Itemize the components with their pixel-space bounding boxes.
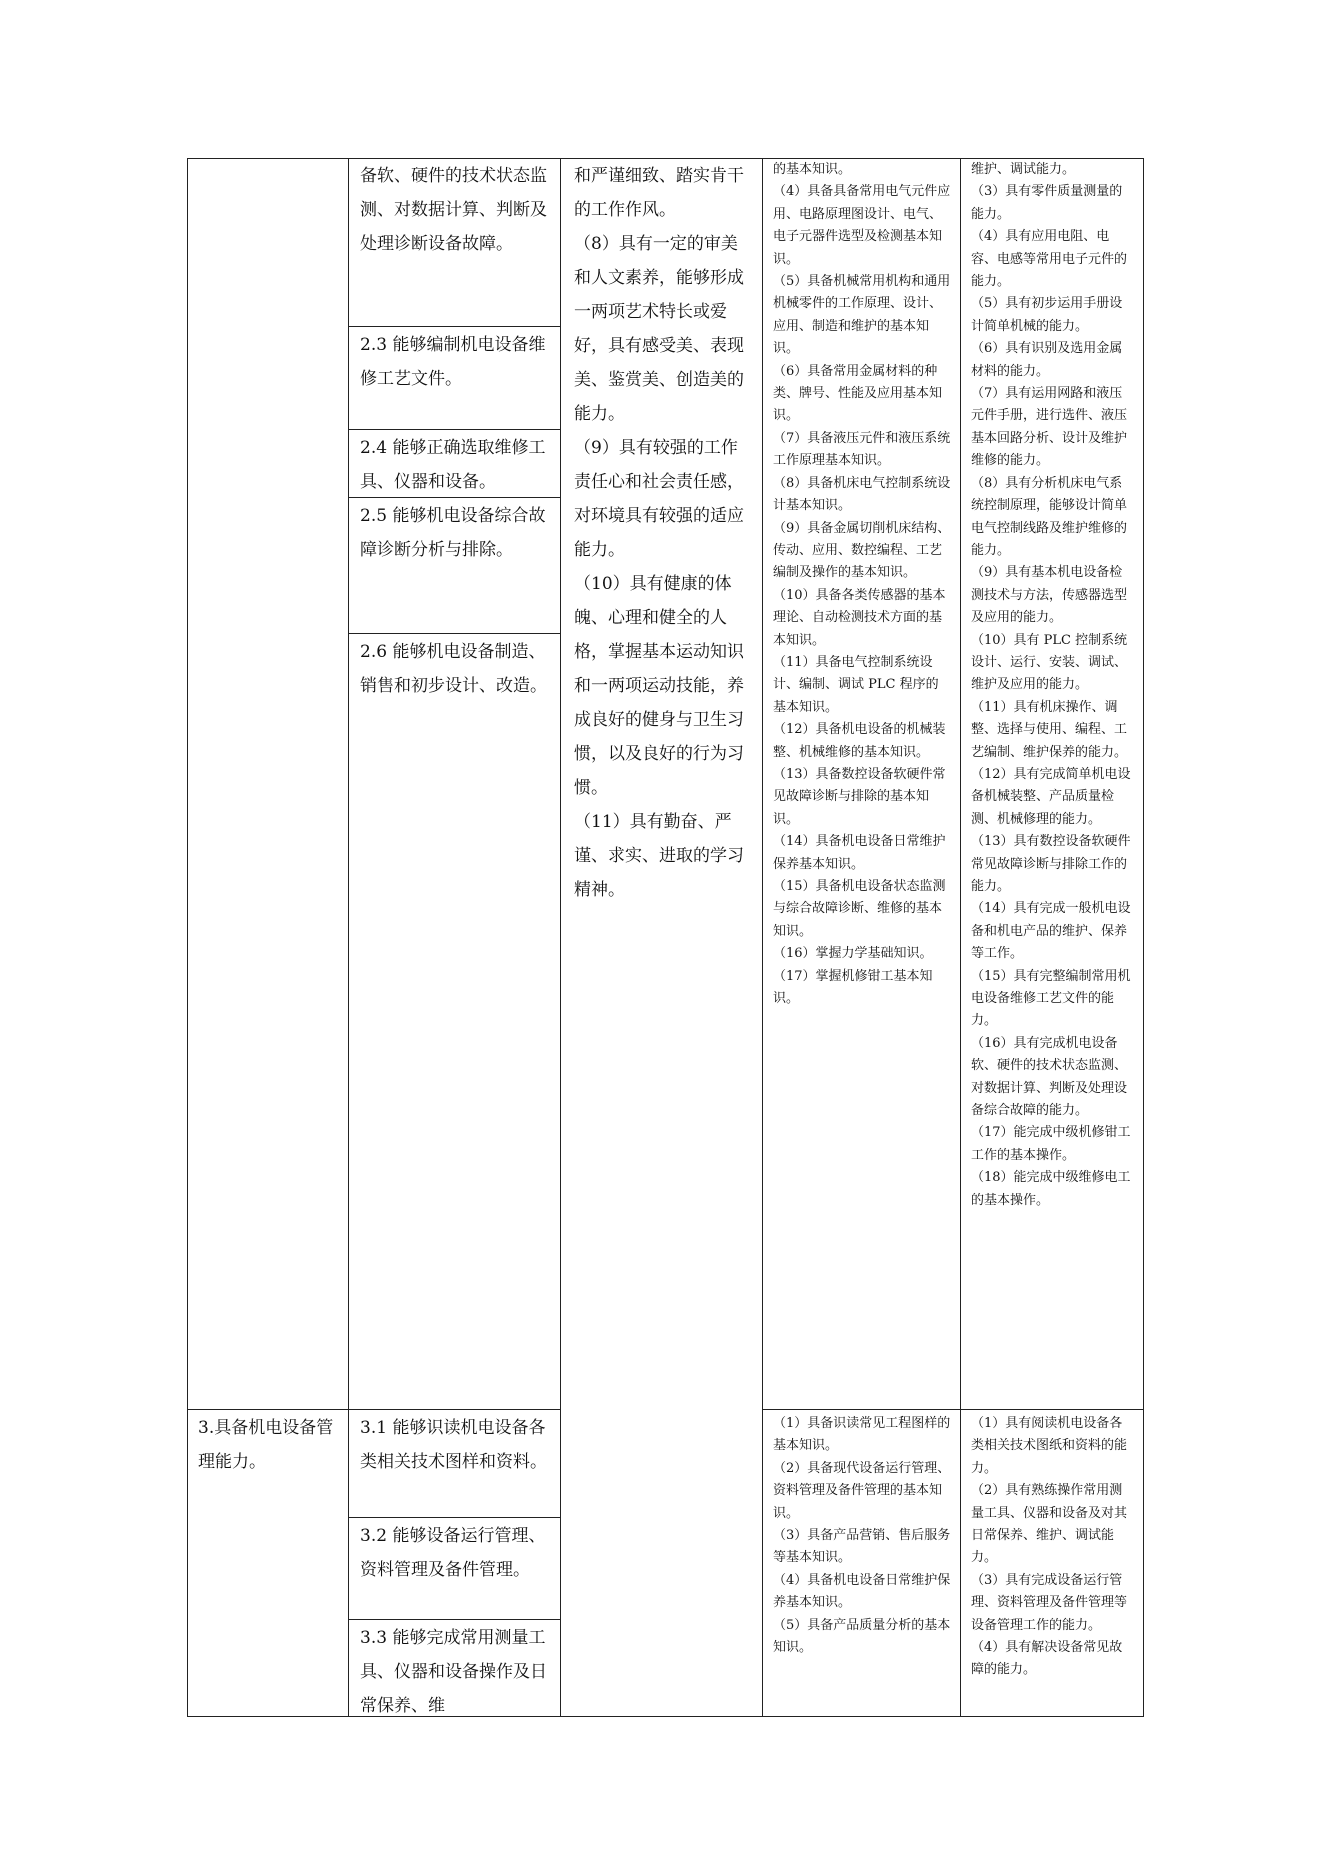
quality-item: 和严谨细致、踏实肯干的工作作风。: [574, 166, 744, 220]
quality-item: （8）具有一定的审美和人文素养，能够形成一两项艺术特长或爱好，具有感受美、表现美、鉴赏美、创造美的能力。: [574, 234, 744, 424]
skill-item: （5）具有初步运用手册设计简单机械的能力。: [971, 296, 1123, 334]
quality-list: [562, 159, 762, 907]
knowledge-item: （15）具备机电设备状态监测与综合故障诊断、维修的基本知识。: [773, 879, 946, 939]
ability-divider: [348, 1517, 560, 1518]
knowledge-item: （16）掌握力学基础知识。: [773, 946, 933, 962]
knowledge-item: （12）具备机电设备的机械装整、机械维修的基本知识。: [773, 722, 946, 760]
knowledge-item: （5）具备机械常用机构和通用机械零件的工作原理、设计、应用、制造和维护的基本知识。: [773, 274, 951, 357]
ability-item: 2.3 能够编制机电设备维修工艺文件。: [360, 335, 546, 389]
skill-list: [962, 1413, 1142, 1682]
ability-divider: [348, 1619, 560, 1620]
grid-line: [960, 159, 961, 1716]
ability-divider: [348, 326, 560, 327]
row-divider: [188, 1409, 560, 1410]
knowledge-item: （5）具备产品质量分析的基本知识。: [773, 1617, 951, 1656]
skill-item: （7）具有运用网路和液压元件手册，进行选件、液压基本回路分析、设计及维护维修的能力。: [971, 386, 1128, 469]
skill-item: （10）具有 PLC 控制系统设计、运行、安装、调试、维护及应用的能力。: [971, 632, 1128, 693]
knowledge-item: （4）具备机电设备日常维护保养基本知识。: [773, 1572, 951, 1611]
skill-item: （9）具有基本机电设备检测技术与方法，传感器选型及应用的能力。: [971, 565, 1128, 626]
grid-line: [560, 159, 561, 1716]
knowledge-item: （6）具备常用金属材料的种类、牌号、性能及应用基本知识。: [773, 363, 943, 424]
row-divider: [762, 1409, 1143, 1410]
curriculum-table: [187, 158, 1144, 1717]
knowledge-item: （10）具备各类传感器的基本理论、自动检测技术方面的基本知识。: [773, 587, 946, 648]
skill-item: （11）具有机床操作、调整、选择与使用、编程、工艺编制、维护保养的能力。: [971, 699, 1128, 760]
ability-item: 2.4 能够正确选取维修工具、仪器和设备。: [360, 438, 546, 492]
skill-item: （4）具有解决设备常见故障的能力。: [971, 1640, 1123, 1678]
knowledge-item: （7）具备液压元件和液压系统工作原理基本知识。: [773, 430, 951, 469]
ability-divider: [348, 429, 560, 430]
skill-item: （16）具有完成机电设备软、硬件的技术状态监测、对数据计算、判断及处理设备综合故障的能力。: [971, 1035, 1128, 1119]
skill-item: （8）具有分析机床电气系统控制原理，能够设计简单电气控制线路及维护维修的能力。: [971, 475, 1128, 558]
skill-item: （3）具有零件质量测量的能力。: [971, 184, 1123, 222]
knowledge-item: 的基本知识。: [773, 162, 852, 177]
skill-item: （6）具有识别及选用金属材料的能力。: [971, 341, 1123, 379]
skill-item: （17）能完成中级机修钳工工作的基本操作。: [971, 1125, 1131, 1163]
skill-item: （2）具有熟练操作常用测量工具、仪器和设备及对其日常保养、维护、调试能力。: [971, 1483, 1128, 1566]
skill-list: [962, 159, 1142, 1409]
knowledge-item: （3）具备产品营销、售后服务等基本知识。: [773, 1528, 951, 1566]
knowledge-item: （8）具备机床电气控制系统设计基本知识。: [773, 475, 951, 514]
grid-line: [762, 159, 763, 1716]
knowledge-item: （4）具备具备常用电气元件应用、电路原理图设计、电气、电子元器件选型及检测基本知识。: [773, 184, 951, 267]
ability-item: 备软、硬件的技术状态监测、对数据计算、判断及处理诊断设备故障。: [360, 166, 547, 254]
skill-item: （15）具有完整编制常用机电设备维修工艺文件的能力。: [971, 968, 1131, 1029]
skill-item: （3）具有完成设备运行管理、资料管理及备件管理等设备管理工作的能力。: [971, 1572, 1128, 1633]
knowledge-item: （17）掌握机修钳工基本知识。: [773, 968, 933, 1007]
knowledge-item: （9）具备金属切削机床结构、传动、应用、数控编程、工艺编制及操作的基本知识。: [773, 520, 951, 581]
skill-item: （4）具有应用电阻、电容、电感等常用电子元件的能力。: [971, 229, 1128, 290]
knowledge-item: （2）具备现代设备运行管理、资料管理及备件管理的基本知识。: [773, 1460, 951, 1521]
skill-item: （18）能完成中级维修电工的基本操作。: [971, 1170, 1131, 1208]
knowledge-item: （13）具备数控设备软硬件常见故障诊断与排除的基本知识。: [773, 766, 946, 827]
knowledge-list: [764, 159, 960, 1409]
knowledge-list: [764, 1413, 960, 1659]
goal-cell: 3.具备机电设备管理能力。: [198, 1418, 334, 1472]
skill-item: （1）具有阅读机电设备各类相关技术图纸和资料的能力。: [971, 1416, 1128, 1476]
knowledge-item: （11）具备电气控制系统设计、编制、调试 PLC 程序的基本知识。: [773, 654, 939, 715]
ability-item: 2.6 能够机电设备制造、销售和初步设计、改造。: [360, 642, 547, 696]
skill-item: （12）具有完成简单机电设备机械装整、产品质量检测、机械修理的能力。: [971, 766, 1131, 827]
grid-line: [348, 159, 349, 1716]
ability-item: 3.2 能够设备运行管理、资料管理及备件管理。: [360, 1526, 546, 1580]
skill-item: 维护、调试能力。: [971, 162, 1076, 177]
ability-divider: [348, 633, 560, 634]
quality-item: （10）具有健康的体魄、心理和健全的人格，掌握基本运动知识和一两项运动技能，养成良好的健身与卫生习惯，以及良好的行为习惯。: [574, 574, 744, 798]
skill-item: （14）具有完成一般机电设备和机电产品的维护、保养等工作。: [971, 901, 1131, 962]
ability-item: 3.1 能够识读机电设备各类相关技术图样和资料。: [360, 1418, 547, 1472]
knowledge-item: （14）具备机电设备日常维护保养基本知识。: [773, 834, 946, 872]
ability-item: 2.5 能够机电设备综合故障诊断分析与排除。: [360, 506, 546, 560]
knowledge-item: （1）具备识读常见工程图样的基本知识。: [773, 1416, 951, 1454]
quality-item: （11）具有勤奋、严谨、求实、进取的学习精神。: [574, 812, 744, 900]
ability-item: 3.3 能够完成常用测量工具、仪器和设备操作及日常保养、维: [360, 1628, 547, 1716]
quality-item: （9）具有较强的工作责任心和社会责任感，对环境具有较强的适应能力。: [574, 438, 744, 560]
skill-item: （13）具有数控设备软硬件常见故障诊断与排除工作的能力。: [971, 834, 1131, 894]
